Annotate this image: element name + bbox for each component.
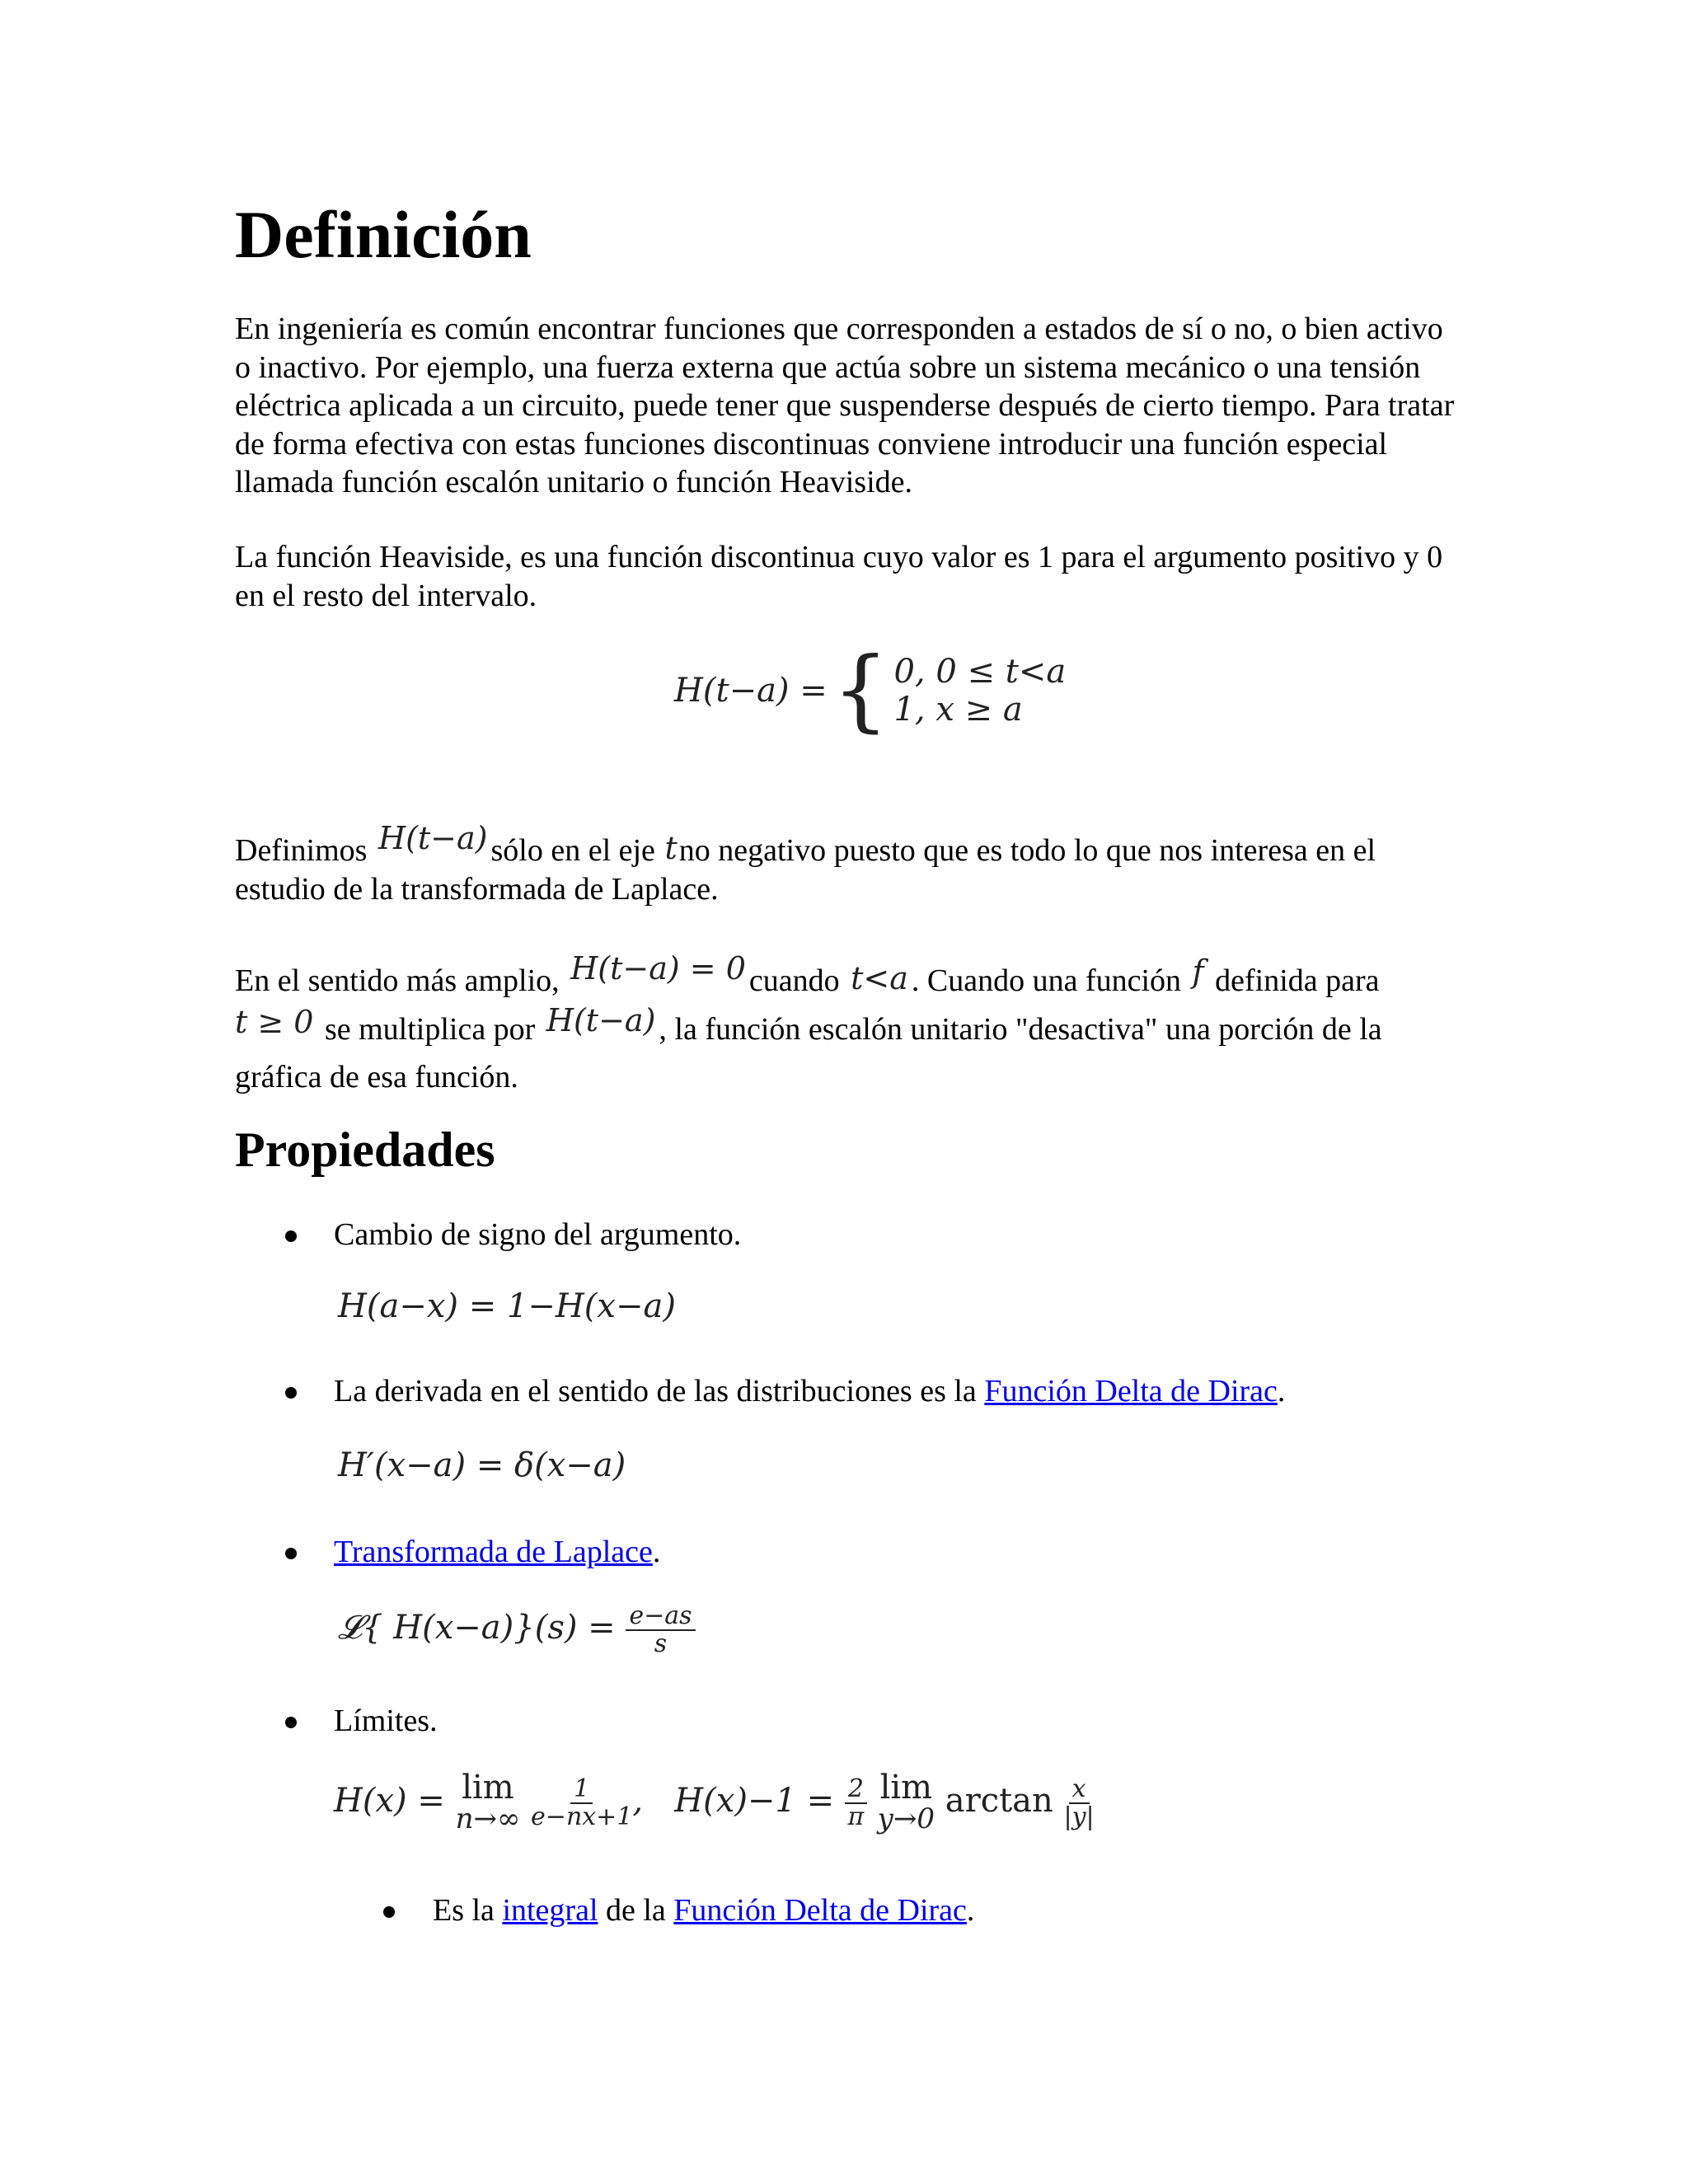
text-sentido-amplio: En el sentido más amplio,	[235, 963, 568, 998]
paragraph-intro: En ingeniería es común encontrar funciones que corresponden a estados de sí o no, o bien activo o inactivo. Por ejemplo, una fuerza externa que actúa sobre un sistema mecánico o una tensión eléctrica aplicada a un circuito, puede tener que suspenderse después de cierto tiempo. Para tratar de forma efectiva con estas funciones discontinuas conviene introducir una función especial llamada función escalón unitario o función Heaviside.	[235, 312, 1455, 499]
equation-cases	[893, 653, 1066, 729]
list-item-derivada	[334, 1372, 1285, 1410]
math-h-t-a: H(t−a)	[377, 820, 488, 856]
fraction-denominator: e−nx+1	[531, 1802, 633, 1831]
text-derivada: La derivada en el sentido de las distribuciones es la	[334, 1374, 985, 1408]
limit-operator-2	[877, 1769, 935, 1835]
text-definimos: Definimos	[235, 833, 375, 868]
text-solo-en-el-eje: sólo en el eje	[490, 833, 663, 868]
text-de-la: de la	[598, 1893, 674, 1928]
math-f: f	[1192, 954, 1204, 990]
fraction-denominator: |y|	[1063, 1802, 1095, 1831]
equation-derivative: H′(x−a) = δ(x−a)	[338, 1446, 626, 1484]
paragraph-heaviside-def: La función Heaviside, es una función discontinua cuyo valor es 1 para el argumento positivo y 0 en el resto del intervalo.	[235, 540, 1443, 613]
equation-laplace	[338, 1603, 696, 1657]
lim-text: lim	[462, 1769, 514, 1807]
limit-fraction-1	[531, 1776, 632, 1830]
lim-subscript: y→0	[877, 1802, 935, 1835]
link-transformada-laplace[interactable]: Transformada de Laplace	[334, 1535, 653, 1569]
heading-definicion: Definición	[235, 197, 532, 272]
fraction-numerator: 1	[570, 1776, 593, 1804]
brace-symbol: {	[832, 639, 889, 742]
math-t: t	[664, 830, 678, 866]
case-2: 1, x ≥ a	[893, 691, 1023, 729]
text-desactiva: , la función escalón unitario "desactiva" una porción de la gráfica de esa función.	[235, 1012, 1382, 1094]
case-1: 0, 0 ≤ t<a	[893, 653, 1067, 691]
math-t-lt-a: t<a	[851, 960, 908, 996]
fraction-denominator: s	[654, 1629, 668, 1658]
bullet	[285, 1230, 297, 1242]
equation-sign-change: H(a−x) = 1−H(x−a)	[338, 1287, 676, 1325]
link-funcion-delta-dirac[interactable]: Función Delta de Dirac	[984, 1374, 1278, 1408]
list-item-laplace	[334, 1533, 660, 1571]
text-period: .	[1277, 1374, 1286, 1408]
text-se-multiplica: se multiplica por	[316, 1012, 543, 1047]
lim-text: lim	[879, 1769, 933, 1807]
text-cuando: cuando	[748, 963, 848, 998]
bullet	[285, 1717, 297, 1728]
link-integral[interactable]: integral	[502, 1893, 598, 1928]
bullet	[285, 1548, 297, 1559]
limit-fraction-3	[1064, 1776, 1095, 1830]
text-period: .	[652, 1535, 661, 1569]
math-h-t-a-2: H(t−a)	[546, 1002, 656, 1038]
fraction-denominator: π	[847, 1802, 865, 1831]
paragraph-sentido-amplio	[235, 950, 1455, 1101]
equation-lhs: H(t−a) =	[674, 672, 828, 710]
list-item-limites: Límites.	[334, 1704, 438, 1738]
text-period: .	[966, 1893, 975, 1928]
text-es-la: Es la	[433, 1893, 503, 1928]
math-h-eq-0: H(t−a) = 0	[570, 950, 746, 987]
laplace-lhs: 𝓛{ H(x−a)}(s) =	[338, 1609, 616, 1647]
link-funcion-delta-dirac-2[interactable]: Función Delta de Dirac	[673, 1893, 967, 1928]
text-cuando-una-funcion: . Cuando una función	[911, 963, 1189, 998]
bullet	[285, 1387, 297, 1399]
limit-lhs-1: H(x) =	[334, 1782, 445, 1820]
paragraph-definimos	[235, 820, 1455, 908]
list-item-cambio-signo: Cambio de signo del argumento.	[334, 1217, 742, 1252]
list-item-integral	[433, 1891, 974, 1929]
comma: ,	[632, 1782, 644, 1820]
fraction-numerator: 2	[845, 1776, 867, 1804]
limit-fraction-2	[845, 1776, 867, 1830]
equation-limits	[334, 1769, 1095, 1835]
text-no-negativo: no negativo puesto que es todo lo que nos interesa en el estudio de la transformada de Laplace.	[235, 833, 1376, 907]
fraction-numerator: e−as	[626, 1603, 695, 1631]
fraction-numerator: x	[1069, 1776, 1090, 1804]
lim-subscript: n→∞	[455, 1802, 521, 1835]
heading-propiedades: Propiedades	[235, 1122, 495, 1177]
math-t-ge-0: t ≥ 0	[235, 1004, 314, 1040]
arctan-text: arctan	[945, 1782, 1053, 1820]
laplace-fraction	[626, 1603, 695, 1657]
bullet	[383, 1906, 395, 1918]
limit-lhs-2: H(x)−1 =	[674, 1782, 835, 1820]
text-definida-para: definida para	[1207, 963, 1380, 998]
equation-heaviside-cases	[674, 639, 1067, 742]
limit-operator-1	[455, 1769, 521, 1835]
